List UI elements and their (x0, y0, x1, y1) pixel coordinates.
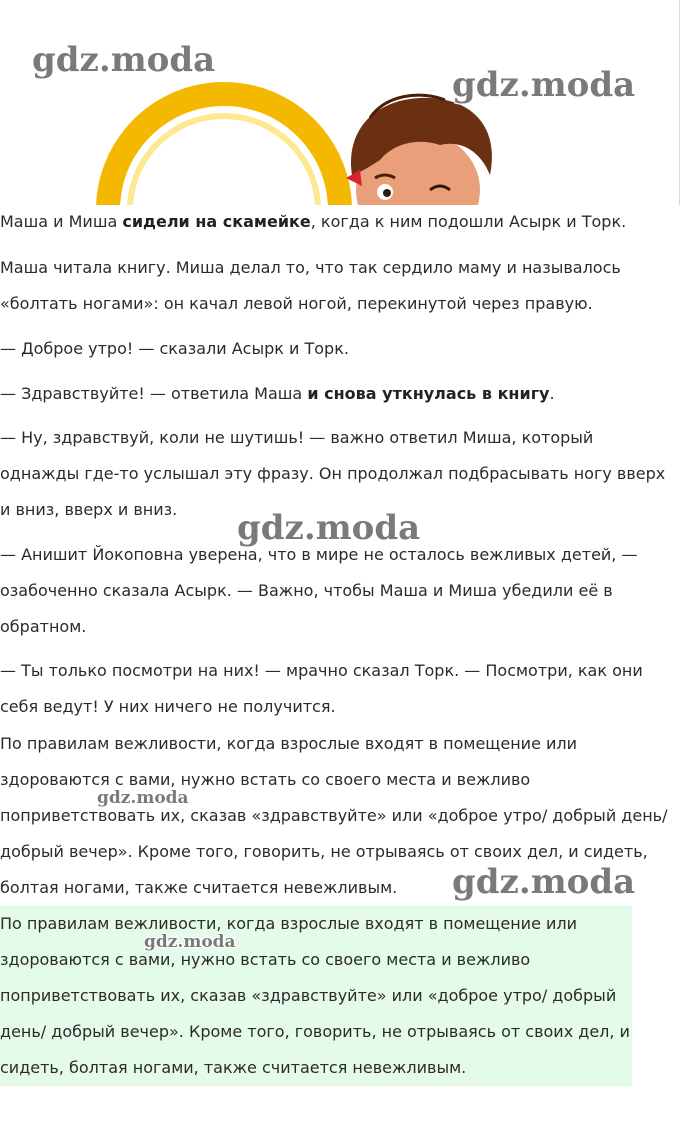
story-paragraph: — Доброе утро! — сказали Асырк и Торк. (0, 339, 349, 358)
boy-character (346, 95, 492, 205)
watermark-logo: gdz.moda (32, 40, 216, 80)
story-paragraph (0, 204, 626, 240)
story-paragraph: По правилам вежливости, когда взрослые входят в помещение или здороваются с вами, нужно встать со своего места и вежливо поприветствовать их, сказав «здравствуйте» или «доброе утро/ добрый день/ добрый вечер». Кроме того, говорить, не отрываясь от своих дел, и сидеть, болтая ногами, также считается невежливым. (0, 734, 668, 897)
story-paragraph (0, 376, 555, 412)
story-paragraph: — Ты только посмотри на них! — мрачно сказал Торк. — Посмотри, как они себя ведут! У них ничего не получится. (0, 661, 643, 716)
story-paragraph: — Анишит Йокоповна уверена, что в мире не осталось вежливых детей, — озабоченно сказала Асырк. — Важно, чтобы Маша и Миша убедили её в обратном. (0, 545, 638, 636)
story-paragraph: — Ну, здравствуй, коли не шутишь! — важно ответил Миша, который однажды где-то услышал эту фразу. Он продолжал подбрасывать ногу вверх и вниз, вверх и вниз. (0, 428, 666, 519)
answer-text: По правилам вежливости, когда взрослые входят в помещение или здороваются с вами, нужно встать со своего места и вежливо поприветствовать их, сказав «здравствуйте» или «доброе утро/ добрый день/ добрый вечер». Кроме того, говорить, не отрываясь от своих дел, и сидеть, болтая ногами, также считается невежливым. (0, 914, 630, 1077)
story-paragraph: Маша читала книгу. Миша делал то, что так сердило маму и называлось «болтать ногами»: он качал левой ногой, перекинутой через правую. (0, 258, 621, 313)
watermark-logo: gdz.moda (144, 932, 236, 952)
text-run: . (549, 384, 555, 403)
watermark-logo: gdz.moda (452, 862, 636, 902)
answer-block (0, 906, 632, 1086)
watermark-logo: gdz.moda (237, 508, 421, 548)
watermark-logo: gdz.moda (97, 788, 189, 808)
text-run: — Здравствуйте! — ответила Маша (0, 384, 308, 403)
text-run: Маша и Миша (0, 212, 123, 231)
text-run: , когда к ним подошли Асырк и Торк. (310, 212, 627, 231)
yellow-arc-outer (108, 94, 340, 205)
bold-text-run: сидели на скамейке (122, 212, 311, 231)
watermark-logo: gdz.moda (452, 65, 636, 105)
bold-text-run: и снова уткнулась в книгу (307, 384, 550, 403)
